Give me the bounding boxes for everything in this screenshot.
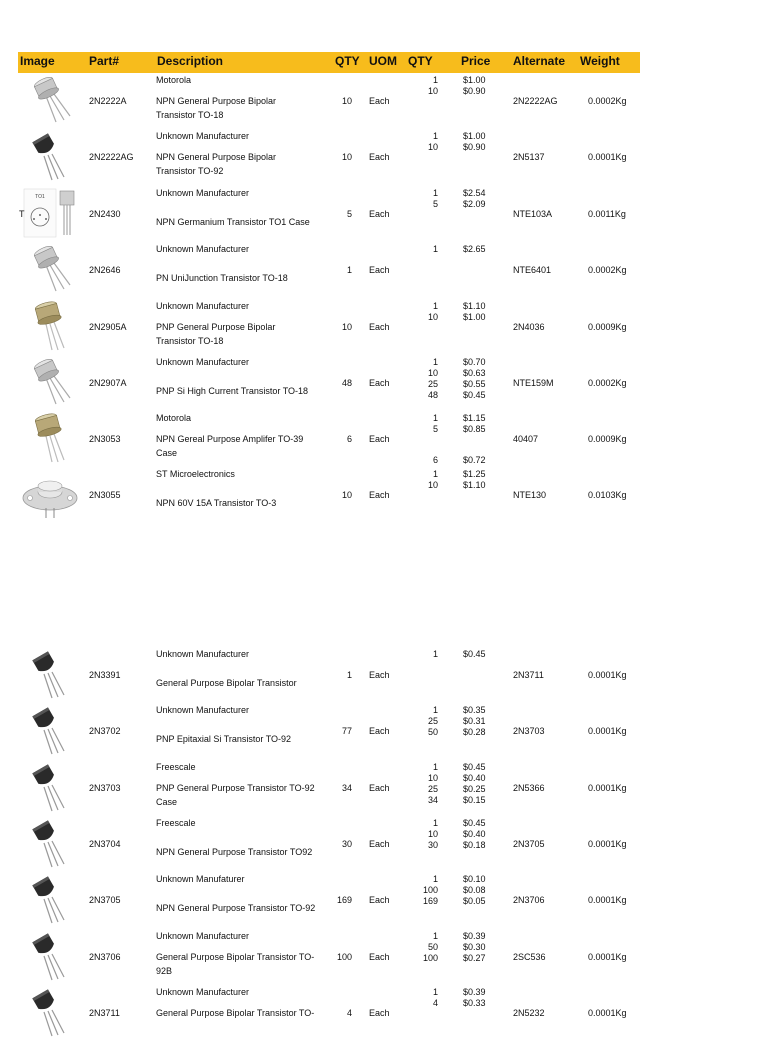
part-number: 2N2905A [89,322,127,332]
description-line2: PNP Epitaxial Si Transistor TO-92 [156,734,292,744]
part-number: 2N3706 [89,952,121,962]
weight: 0.0002Kg [588,96,627,106]
to18-metal-can-icon [22,243,80,295]
price-break-price: $0.30 [463,942,486,952]
unit-of-measure: Each [369,265,390,275]
table-header [18,52,640,73]
svg-text:TO1: TO1 [35,194,45,200]
price-break-price: $0.45 [463,818,486,828]
weight: 0.0001Kg [588,152,627,162]
header-alternate: Alternate [513,54,566,68]
price-break-qty: 50 [427,942,438,952]
part-number: 2N3703 [89,783,121,793]
unit-of-measure: Each [369,1008,390,1018]
description-line2: NPN General Purpose Transistor TO-92 [156,903,316,913]
weight: 0.0002Kg [588,265,627,275]
price-break-qty: 169 [422,896,438,906]
unit-of-measure: Each [369,209,390,219]
quantity: 5 [346,209,352,219]
price-break-qty: 100 [422,953,438,963]
unit-of-measure: Each [369,726,390,736]
to1-diagram-icon [22,187,80,239]
description-line2: General Purpose Bipolar Transistor [156,678,297,688]
unit-of-measure: Each [369,670,390,680]
part-number: 2N3053 [89,434,121,444]
weight: 0.0001Kg [588,895,627,905]
price-break-qty: 1 [432,357,438,367]
price-break-qty: 100 [422,885,438,895]
alternate-part: 40407 [513,434,539,444]
alternate-part: 2N3705 [513,839,545,849]
price-break-price: $0.39 [463,987,486,997]
price-break-price: $0.31 [463,716,486,726]
alternate-part: 2N5232 [513,1008,545,1018]
alternate-part: 2N3711 [513,670,544,680]
price-break-price: $0.85 [463,424,486,434]
weight: 0.0009Kg [588,434,627,444]
unit-of-measure: Each [369,378,390,388]
unit-of-measure: Each [369,839,390,849]
header-weight: Weight [580,54,620,68]
manufacturer: Freescale [156,762,196,772]
price-break-qty: 1 [432,818,438,828]
to92-plastic-icon [22,986,80,1038]
price-break-qty: 10 [427,829,438,839]
quantity: 10 [341,490,352,500]
description-line2: NPN Germanium Transistor TO1 Case [156,217,310,227]
quantity: 77 [341,726,352,736]
description-line2: 92B [156,966,173,976]
price-break-price: $0.33 [463,998,486,1008]
price-break-price: $0.55 [463,379,486,389]
description-line2: PN UniJunction Transistor TO-18 [156,273,288,283]
manufacturer: Unknown Manufacturer [156,987,250,997]
to18-metal-can-icon [22,356,80,408]
quantity: 100 [336,952,352,962]
unit-of-measure: Each [369,952,390,962]
alternate-part: NTE103A [513,209,553,219]
quantity: 4 [346,1008,352,1018]
quantity: 169 [336,895,352,905]
description-line2: Transistor TO-18 [156,336,224,346]
to92-plastic-icon [22,704,80,756]
weight: 0.0001Kg [588,783,627,793]
price-break-price: $0.70 [463,357,486,367]
manufacturer: Unknown Manufacturer [156,188,250,198]
price-break-price: $0.27 [463,953,486,963]
header-part: Part# [89,54,120,68]
part-number: 2N2222AG [89,152,134,162]
weight: 0.0002Kg [588,378,627,388]
price-break-price: $0.25 [463,784,486,794]
description-line2: NPN General Purpose Transistor TO92 [156,847,313,857]
manufacturer: Unknown Manufacturer [156,244,250,254]
price-break-price: $0.45 [463,649,486,659]
alternate-part: 2N5366 [513,783,545,793]
to92-plastic-icon [22,930,80,982]
price-break-price: $1.00 [463,312,486,322]
to92-plastic-icon [22,130,80,182]
price-break-qty: 4 [432,998,438,1008]
weight: 0.0001Kg [588,952,627,962]
price-break-price: $0.35 [463,705,486,715]
price-break-qty: 10 [427,368,438,378]
quantity: 48 [341,378,352,388]
price-break-price: $1.00 [463,75,486,85]
manufacturer: Motorola [156,413,192,423]
price-break-qty: 1 [432,244,438,254]
quantity: 1 [346,265,352,275]
price-break-qty: 10 [427,142,438,152]
price-break-price: $0.63 [463,368,486,378]
to92-plastic-icon [22,648,80,700]
part-number: 2N3391 [89,670,121,680]
description-line1: PNP General Purpose Transistor TO-92 [156,783,315,793]
side-letter: T [19,209,25,219]
price-break-price: $1.25 [463,469,486,479]
price-break-qty: 10 [427,86,438,96]
price-break-price: $0.39 [463,931,486,941]
price-break-qty: 1 [432,762,438,772]
unit-of-measure: Each [369,152,390,162]
to92-plastic-icon [22,761,80,813]
unit-of-measure: Each [369,490,390,500]
alternate-part: NTE159M [513,378,554,388]
unit-of-measure: Each [369,783,390,793]
unit-of-measure: Each [369,322,390,332]
alternate-part: 2SC536 [513,952,546,962]
manufacturer: Unknown Manufacturer [156,357,250,367]
unit-of-measure: Each [369,895,390,905]
price-break-qty: 1 [432,705,438,715]
alternate-part: 2N3703 [513,726,545,736]
header-price: Price [461,54,491,68]
price-break-price: $0.08 [463,885,486,895]
to39-gold-can-icon [22,300,80,352]
quantity: 10 [341,96,352,106]
weight: 0.0001Kg [588,726,627,736]
price-break-qty: 1 [432,987,438,997]
price-break-price: $0.72 [463,455,486,465]
alternate-part: 2N2222AG [513,96,558,106]
description-line2: Case [156,448,178,458]
price-break-qty: 6 [432,455,438,465]
weight: 0.0103Kg [588,490,627,500]
description-line1: PNP General Purpose Bipolar [156,322,276,332]
price-break-price: $0.90 [463,142,486,152]
manufacturer: Unknown Manufacturer [156,301,250,311]
header-image: Image [20,54,55,68]
price-break-price: $0.40 [463,773,486,783]
price-break-price: $1.15 [463,413,486,423]
to92-plastic-icon [22,873,80,925]
description-line2: NPN 60V 15A Transistor TO-3 [156,498,277,508]
quantity: 6 [346,434,352,444]
manufacturer: Unknown Manufacturer [156,705,250,715]
header-uom: UOM [369,54,397,68]
part-number: 2N3705 [89,895,121,905]
weight: 0.0001Kg [588,1008,627,1018]
description-line1: NPN General Purpose Bipolar [156,152,277,162]
quantity: 30 [341,839,352,849]
description-line1: NPN General Purpose Bipolar [156,96,277,106]
price-break-price: $2.54 [463,188,486,198]
manufacturer: Unknown Manufacturer [156,649,250,659]
manufacturer: Motorola [156,75,192,85]
price-break-price: $0.15 [463,795,486,805]
to18-metal-can-icon [22,74,80,126]
price-break-qty: 1 [432,874,438,884]
weight: 0.0009Kg [588,322,627,332]
to3-power-package-icon [22,468,80,520]
price-break-price: $0.45 [463,762,486,772]
description-line1: General Purpose Bipolar Transistor TO- [156,952,315,962]
price-break-qty: 10 [427,480,438,490]
header-qty-break: QTY [408,54,433,68]
manufacturer: Unknown Manufaturer [156,874,245,884]
manufacturer: Freescale [156,818,196,828]
quantity: 10 [341,322,352,332]
price-break-qty: 5 [432,199,438,209]
price-break-qty: 25 [427,784,438,794]
alternate-part: 2N3706 [513,895,545,905]
price-break-price: $1.00 [463,131,486,141]
header-qty: QTY [335,54,360,68]
description-line2: Transistor TO-18 [156,110,224,120]
weight: 0.0011Kg [588,209,626,219]
quantity: 1 [346,670,352,680]
price-break-price: $0.05 [463,896,486,906]
part-number: 2N2430 [89,209,121,219]
price-break-qty: 50 [427,727,438,737]
price-break-qty: 34 [427,795,438,805]
description-line2: PNP Si High Current Transistor TO-18 [156,386,309,396]
header-description: Description [157,54,224,68]
manufacturer: ST Microelectronics [156,469,235,479]
alternate-part: NTE6401 [513,265,552,275]
price-break-qty: 1 [432,75,438,85]
price-break-qty: 5 [432,424,438,434]
price-break-qty: 30 [427,840,438,850]
price-break-qty: 1 [432,649,438,659]
price-break-qty: 1 [432,301,438,311]
to39-gold-can-icon [22,412,80,464]
part-number: 2N3704 [89,839,121,849]
price-break-qty: 48 [427,390,438,400]
price-break-qty: 25 [427,716,438,726]
part-number: 2N3711 [89,1008,120,1018]
manufacturer: Unknown Manufacturer [156,131,250,141]
part-number: 2N3702 [89,726,121,736]
price-break-qty: 1 [432,188,438,198]
part-number: 2N2222A [89,96,127,106]
price-break-price: $0.45 [463,390,486,400]
price-break-price: $1.10 [463,301,486,311]
part-number: 2N2907A [89,378,127,388]
description-line2: Case [156,797,178,807]
price-break-qty: 10 [427,312,438,322]
quantity: 10 [341,152,352,162]
part-number: 2N3055 [89,490,121,500]
price-break-qty: 1 [432,131,438,141]
unit-of-measure: Each [369,434,390,444]
price-break-price: $0.10 [463,874,486,884]
alternate-part: 2N4036 [513,322,545,332]
price-break-qty: 1 [432,931,438,941]
price-break-qty: 1 [432,413,438,423]
description-line1: NPN Gereal Purpose Amplifer TO-39 [156,434,304,444]
quantity: 34 [341,783,352,793]
price-break-qty: 25 [427,379,438,389]
description-line2: Transistor TO-92 [156,166,224,176]
to92-plastic-icon [22,817,80,869]
price-break-price: $2.65 [463,244,486,254]
alternate-part: NTE130 [513,490,547,500]
price-break-price: $1.10 [463,480,486,490]
description-line1: General Purpose Bipolar Transistor TO- [156,1008,315,1018]
price-break-price: $0.28 [463,727,486,737]
price-break-price: $0.18 [463,840,486,850]
weight: 0.0001Kg [588,670,627,680]
price-break-qty: 1 [432,469,438,479]
price-break-price: $0.40 [463,829,486,839]
price-break-price: $2.09 [463,199,486,209]
weight: 0.0001Kg [588,839,627,849]
price-break-qty: 10 [427,773,438,783]
unit-of-measure: Each [369,96,390,106]
part-number: 2N2646 [89,265,121,275]
alternate-part: 2N5137 [513,152,545,162]
price-break-price: $0.90 [463,86,486,96]
manufacturer: Unknown Manufacturer [156,931,250,941]
